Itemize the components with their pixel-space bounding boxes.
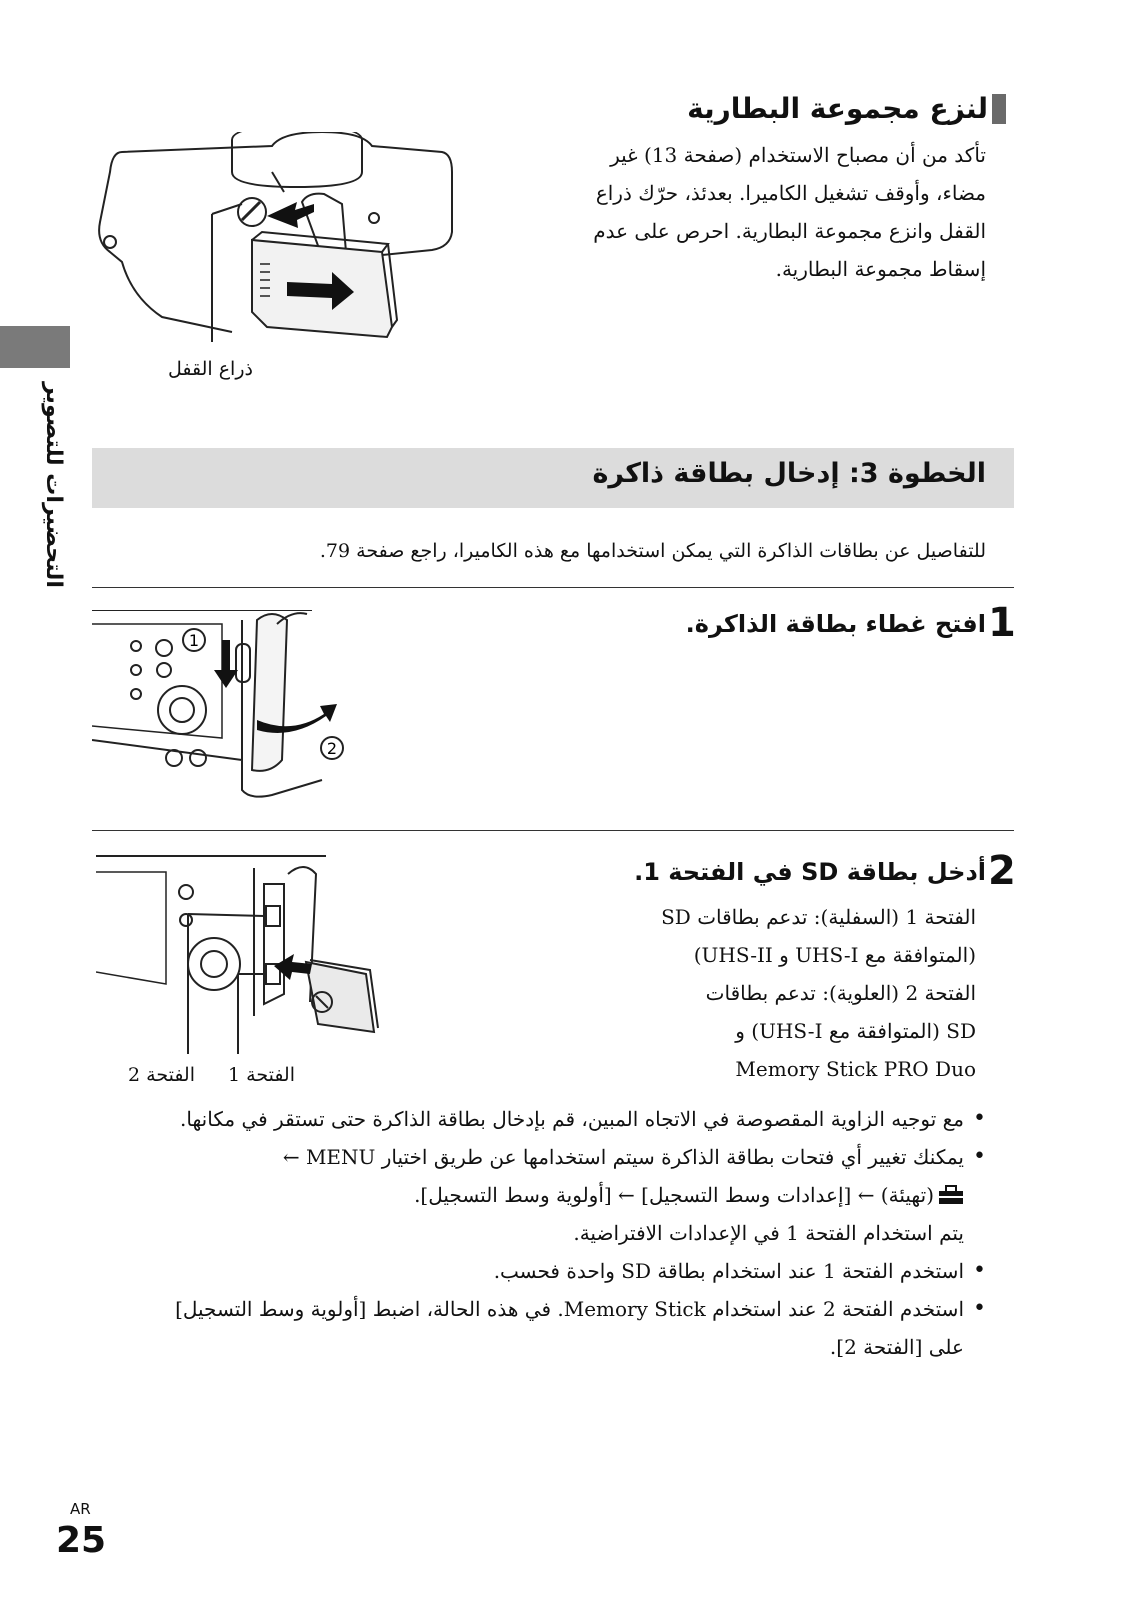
remove-battery-body (566, 136, 986, 288)
note-line: يتم استخدام الفتحة 1 في الإعدادات الافتراضية. (573, 1221, 964, 1245)
note-item (106, 1100, 986, 1138)
slot-info-line: SD (المتوافقة مع UHS-I) و (735, 1019, 976, 1043)
notes-list (106, 1100, 986, 1366)
battery-removal-illustration (92, 132, 472, 362)
note-line: على [الفتحة 2]. (829, 1335, 964, 1359)
page-number: 25 (56, 1520, 107, 1561)
chapter-tab (0, 326, 70, 368)
slot-info-line: Memory Stick PRO Duo (735, 1057, 976, 1081)
note-item (106, 1290, 986, 1366)
menu-path: (تهيئة) ← [إعدادات وسط التسجيل] ← [أولوية وسط التسجيل]. (414, 1183, 934, 1207)
open-cover-illustration (92, 610, 352, 810)
toolbox-icon (938, 1185, 964, 1205)
note-item (106, 1252, 986, 1290)
body-line: تأكد من أن مصباح الاستخدام (صفحة 13) غير (610, 143, 986, 167)
slot-info-line: (المتوافقة مع UHS-I و UHS-II) (693, 943, 976, 967)
chapter-label: التحضيرات للتصوير (41, 382, 66, 588)
note-line: • مع توجيه الزاوية المقصوصة في الاتجاه المبين، قم بإدخال بطاقة الذاكرة حتى تستقر في مكانها. (180, 1107, 964, 1131)
note-item (106, 1138, 986, 1252)
remove-battery-title: لنزع مجموعة البطارية (687, 92, 988, 125)
body-line: مضاء، وأوقف تشغيل الكاميرا. بعدئذ، حرّك ذراع (595, 181, 986, 205)
step-instruction: افتح غطاء بطاقة الذاكرة. (685, 610, 986, 638)
slot1-label: الفتحة 1 (228, 1064, 295, 1086)
body-line: إسقاط مجموعة البطارية. (775, 257, 986, 281)
divider (92, 587, 1014, 588)
step-number: 2 (988, 848, 1016, 894)
insert-card-illustration (96, 854, 396, 1054)
callout-one: 1 (188, 631, 200, 650)
slot-info (556, 898, 976, 1088)
slot-info-line: الفتحة 1 (السفلية): تدعم بطاقات SD (661, 905, 976, 929)
slot-info-line: الفتحة 2 (العلوية): تدعم بطاقات (705, 981, 976, 1005)
note-line: • استخدم الفتحة 1 عند استخدام بطاقة SD واحدة فحسب. (493, 1259, 964, 1283)
body-line: القفل وانزع مجموعة البطارية. احرص على عدم (593, 219, 986, 243)
divider (92, 830, 1014, 831)
language-code: AR (70, 1500, 91, 1518)
note-line (106, 1176, 964, 1214)
step-instruction: أدخل بطاقة SD في الفتحة 1. (634, 858, 986, 886)
lock-lever-label: ذراع القفل (168, 358, 253, 380)
callout-two: 2 (326, 739, 338, 758)
step-title: الخطوة 3: إدخال بطاقة ذاكرة (592, 458, 986, 489)
note-line: • يمكنك تغيير أي فتحات بطاقة الذاكرة سيتم استخدامها عن طريق اختيار MENU ← (282, 1145, 964, 1169)
section-marker (992, 94, 1006, 124)
note-line: • استخدم الفتحة 2 عند استخدام Memory Stick. في هذه الحالة، اضبط [أولوية وسط التسجيل] (175, 1297, 964, 1321)
intro-text: للتفاصيل عن بطاقات الذاكرة التي يمكن استخدامها مع هذه الكاميرا، راجع صفحة 79. (319, 540, 986, 562)
slot2-label: الفتحة 2 (128, 1064, 195, 1086)
step-number: 1 (988, 600, 1016, 646)
